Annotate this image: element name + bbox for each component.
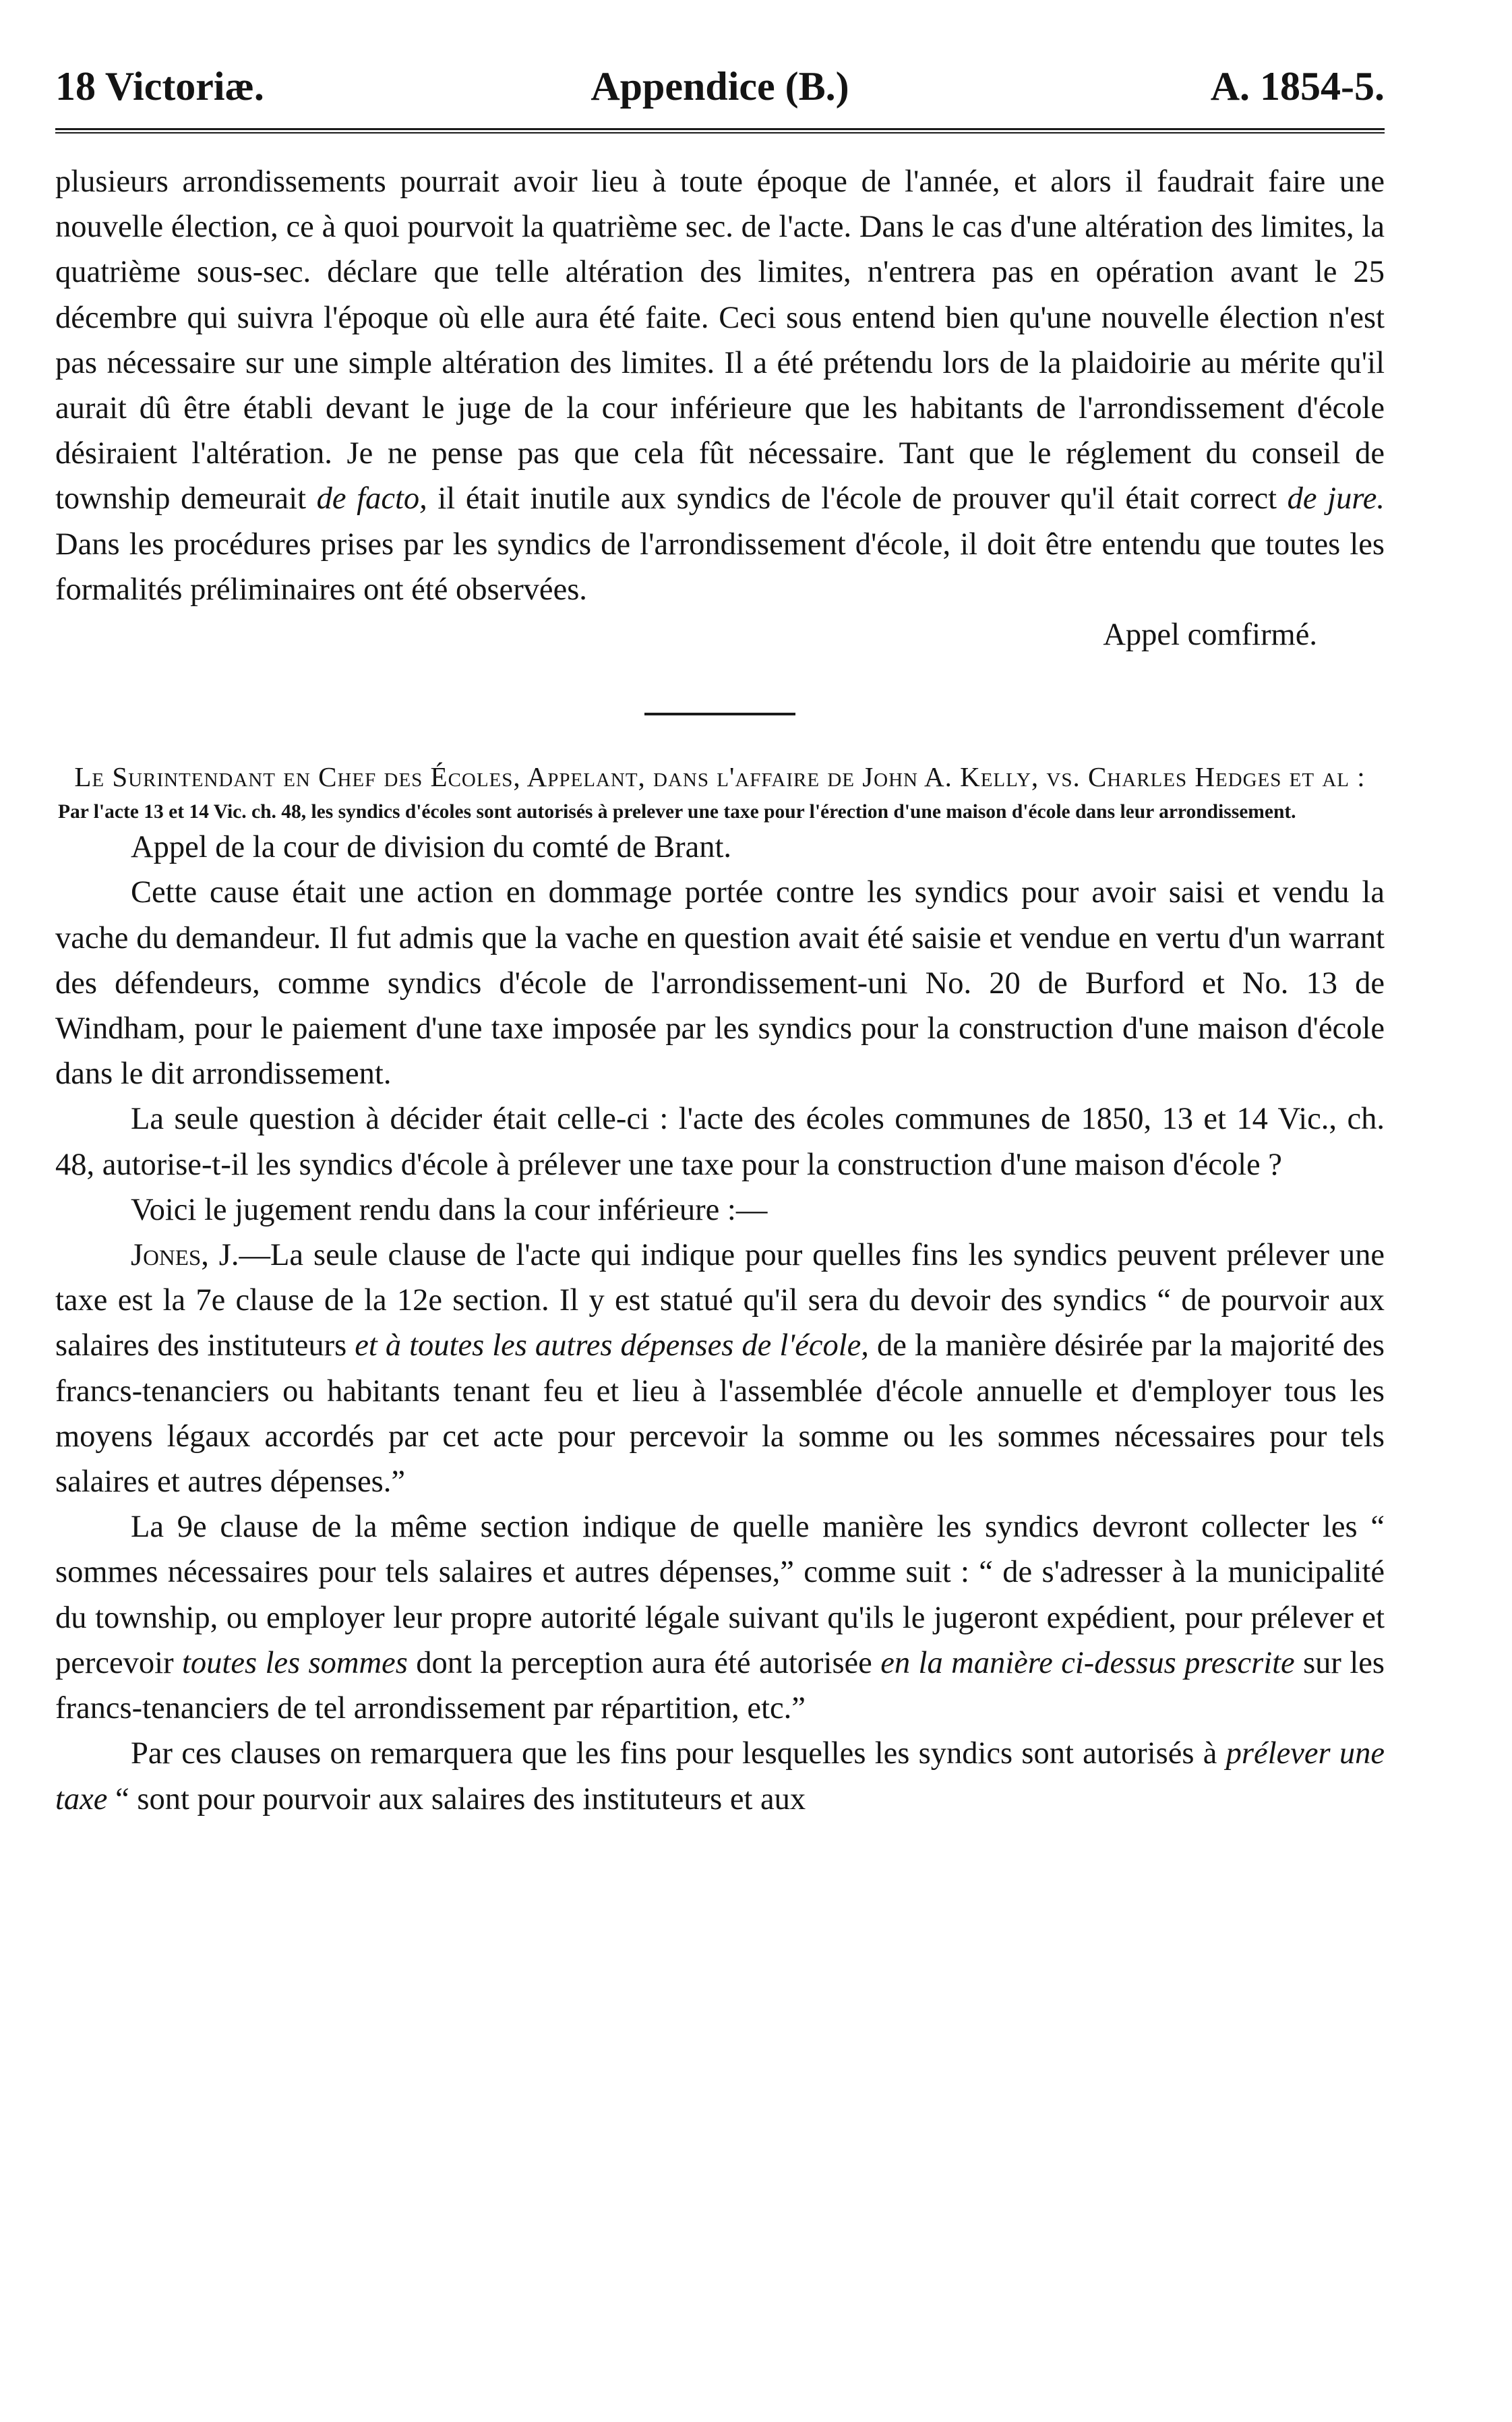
document-page [55, 0, 1385, 2422]
header-year: A. 1854-5. [1210, 64, 1385, 109]
paragraph-appeal: Appel de la cour de division du comté de Brant. [131, 830, 732, 865]
judge-name: Jones, J. [131, 1238, 239, 1273]
judgment-closing: Appel comfirmé. [1103, 618, 1317, 653]
case-headnote: Par l'acte 13 et 14 Vic. ch. 48, les syndics d'écoles sont autorisés à prelever une taxe pour l'érection d'une maison d'école dans leur arrondissement. [58, 801, 1296, 823]
paragraph-ninth-clause: La 9e clause de la même section indique de quelle manière les syndics devront collecter les “ sommes nécessaires pour tels salaires et autres dépenses,” comme suit : “ de s'adresser à la municipalité du township, ou employer leur propre autorité légale suivant qu'ils le jugeront expédient, pour prélever et percevoir toutes les sommes dont la perception aura été autorisée en la manière ci-dessus prescrite sur les francs-tenanciers de tel arrondissement par répartition, etc.” [55, 1510, 1385, 1726]
header-appendix: Appendice (B.) [591, 64, 849, 109]
paragraph-conclusion: Par ces clauses on remarquera que les fins pour lesquelles les syndics sont autorisés à prélever une taxe “ sont pour pourvoir aux salaires des instituteurs et aux [55, 1736, 1385, 1816]
case-title: Le Surintendant en Chef des Écoles, Appelant, dans l'affaire de John A. Kelly, vs. Charles Hedges et al : [74, 761, 1366, 793]
section-divider [644, 713, 795, 715]
paragraph-question: La seule question à décider était celle-ci : l'acte des écoles communes de 1850, 13 et 14 Vic., ch. 48, autorise-t-il les syndics d'école à prélever une taxe pour la construction d'une maison d'école ? [55, 1102, 1385, 1182]
header-session: 18 Victoriæ. [55, 64, 264, 109]
header-double-rule [55, 128, 1385, 134]
continued-paragraph: plusieurs arrondissements pourrait avoir lieu à toute époque de l'année, et alors il faudrait faire une nouvelle élection, ce à quoi pourvoit la quatrième sec. de l'acte. Dans le cas d'une altération des limites, la quatrième sous-sec. déclare que telle altération des limites, n'entrera pas en opération avant le 25 décembre qui suivra l'époque où elle aura été faite. Ceci sous entend bien qu'une nouvelle élection n'est pas nécessaire sur une simple altération des limites. Il a été prétendu lors de la plaidoirie au mérite qu'il aurait dû être établi devant le juge de la cour inférieure que les habitants de l'arrondissement d'école désiraient l'altération. Je ne pense pas que cela fût nécessaire. Tant que le réglement du conseil de township demeurait de facto, il était inutile aux syndics de l'école de prouver qu'il était correct de jure. Dans les procédures prises par les syndics de l'arrondissement d'école, il doit être entendu que toutes les formalités préliminaires ont été observées. [55, 165, 1385, 607]
paragraph-facts: Cette cause était une action en dommage portée contre les syndics pour avoir saisi et vendu la vache du demandeur. Il fut admis que la vache en question avait été saisie et vendue en vertu d'un warrant des défendeurs, comme syndics d'école de l'arrondissement-uni No. 20 de Burford et No. 13 de Windham, pour le paiement d'une taxe imposée par les syndics pour la construction d'une maison d'école dans le dit arrondissement. [55, 875, 1385, 1092]
paragraph-judge-jones: Jones, J.—La seule clause de l'acte qui indique pour quelles fins les syndics peuvent prélever une taxe est la 7e clause de la 12e section. Il y est statué qu'il sera du devoir des syndics “ de pourvoir aux salaires des instituteurs et à toutes les autres dépenses de l'école, de la manière désirée par la majorité des francs-tenanciers ou habitants tenant feu et lieu à l'assemblée d'école annuelle et d'employer tous les moyens légaux accordés par cet acte pour percevoir la somme ou les sommes nécessaires pour tels salaires et autres dépenses.” [55, 1238, 1385, 1500]
page-header [55, 59, 1385, 113]
paragraph-judgment-intro: Voici le jugement rendu dans la cour inférieure :— [131, 1192, 768, 1227]
page-body [55, 159, 1385, 1822]
